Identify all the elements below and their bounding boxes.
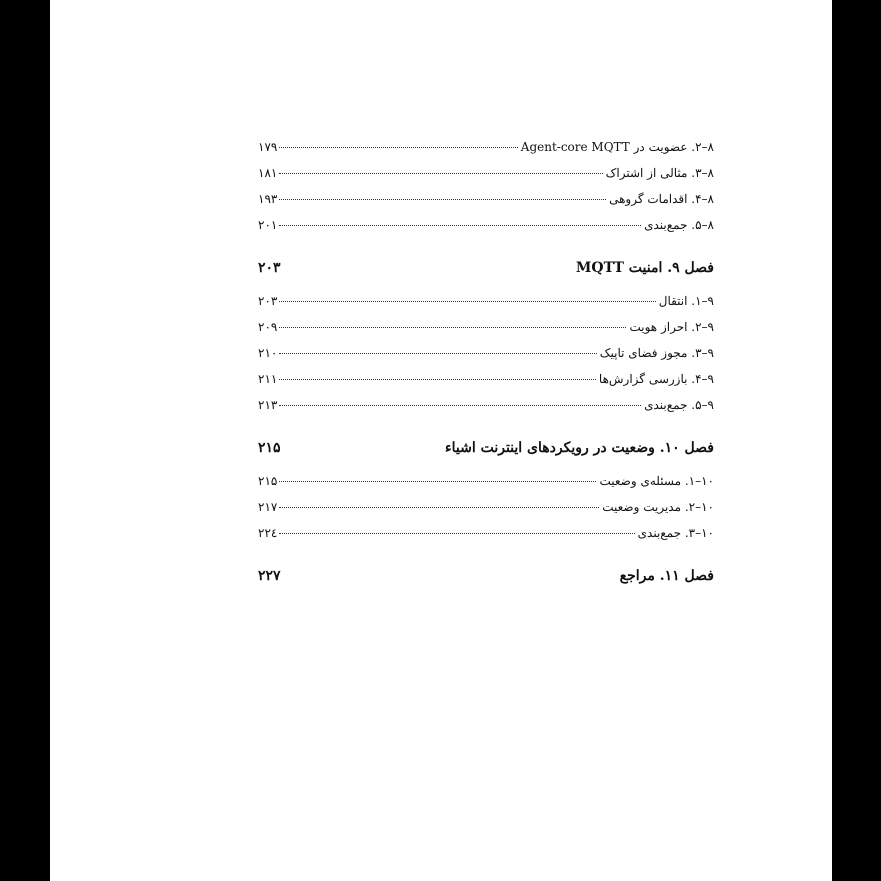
toc-entry[interactable] — [258, 140, 714, 166]
toc-entry-page: ۲۰۹ — [258, 320, 278, 334]
table-of-contents — [258, 140, 714, 594]
toc-entry[interactable] — [258, 398, 714, 424]
chapter-page: ۲۲۷ — [258, 568, 281, 584]
chapter-title: فصل ۱۰. وضعیت در رویکردهای اینترنت اشیاء — [445, 440, 714, 456]
toc-entry-page: ۱۷۹ — [258, 140, 278, 154]
dot-leader — [279, 225, 641, 226]
toc-chapter-heading[interactable] — [258, 440, 714, 466]
toc-entry-title: ۱۰–۳. جمع‌بندی — [637, 526, 714, 540]
dot-leader — [279, 199, 606, 200]
toc-entry[interactable] — [258, 192, 714, 218]
toc-entry[interactable] — [258, 474, 714, 500]
toc-entry[interactable] — [258, 320, 714, 346]
toc-entry-page: ۱۹۳ — [258, 192, 278, 206]
toc-entry-title: ۹–۲. احراز هویت — [629, 320, 714, 334]
dot-leader — [279, 533, 635, 534]
dot-leader — [279, 481, 596, 482]
toc-entry-page: ۲۱۷ — [258, 500, 278, 514]
chapter-title: فصل ۹. امنیت MQTT — [575, 260, 714, 276]
toc-entry[interactable] — [258, 346, 714, 372]
dot-leader — [279, 301, 656, 302]
toc-entry-title: ۹–۴. بازرسی گزارش‌ها — [598, 372, 714, 386]
toc-entry[interactable] — [258, 218, 714, 244]
toc-entry-title: ۹–۳. مجوز فضای تاپیک — [599, 346, 714, 360]
toc-entry[interactable] — [258, 500, 714, 526]
document-page — [50, 0, 832, 881]
toc-entry-title: ۱۰–۱. مسئله‌ی وضعیت — [599, 474, 714, 488]
toc-chapter-heading[interactable] — [258, 568, 714, 594]
toc-entry-page: ۱۸۱ — [258, 166, 278, 180]
toc-entry-title: ۸–۵. جمع‌بندی — [644, 218, 714, 232]
chapter-title: فصل ۱۱. مراجع — [619, 568, 714, 584]
dot-leader — [279, 379, 596, 380]
dot-leader — [279, 173, 603, 174]
toc-entry-page: ۲۰۳ — [258, 294, 278, 308]
toc-entry-title: ۸–۴. اقدامات گروهی — [609, 192, 714, 206]
toc-entry-page: ۲۲٤ — [258, 526, 278, 540]
toc-entry-page: ۲۱۰ — [258, 346, 278, 360]
toc-entry[interactable] — [258, 372, 714, 398]
toc-entry-page: ۲۰۱ — [258, 218, 278, 232]
toc-entry[interactable] — [258, 294, 714, 320]
dot-leader — [279, 147, 518, 148]
dot-leader — [279, 405, 641, 406]
toc-chapter-heading[interactable] — [258, 260, 714, 286]
chapter-page: ۲۱۵ — [258, 440, 281, 456]
toc-entry-page: ۲۱۳ — [258, 398, 278, 412]
toc-entry[interactable] — [258, 526, 714, 552]
toc-entry[interactable] — [258, 166, 714, 192]
dot-leader — [279, 507, 599, 508]
dot-leader — [279, 353, 597, 354]
toc-entry-title: ۹–۱. انتقال — [658, 294, 714, 308]
toc-entry-title: ۹–۵. جمع‌بندی — [644, 398, 714, 412]
toc-entry-title: ۱۰–۲. مدیریت وضعیت — [602, 500, 714, 514]
toc-entry-title: ۸–۲. عضویت در Agent-core MQTT — [520, 140, 714, 154]
toc-entry-page: ۲۱۵ — [258, 474, 278, 488]
toc-entry-title: ۸–۳. مثالی از اشتراک — [605, 166, 714, 180]
toc-entry-page: ۲۱۱ — [258, 372, 278, 386]
dot-leader — [279, 327, 626, 328]
chapter-page: ۲۰۳ — [258, 260, 281, 276]
